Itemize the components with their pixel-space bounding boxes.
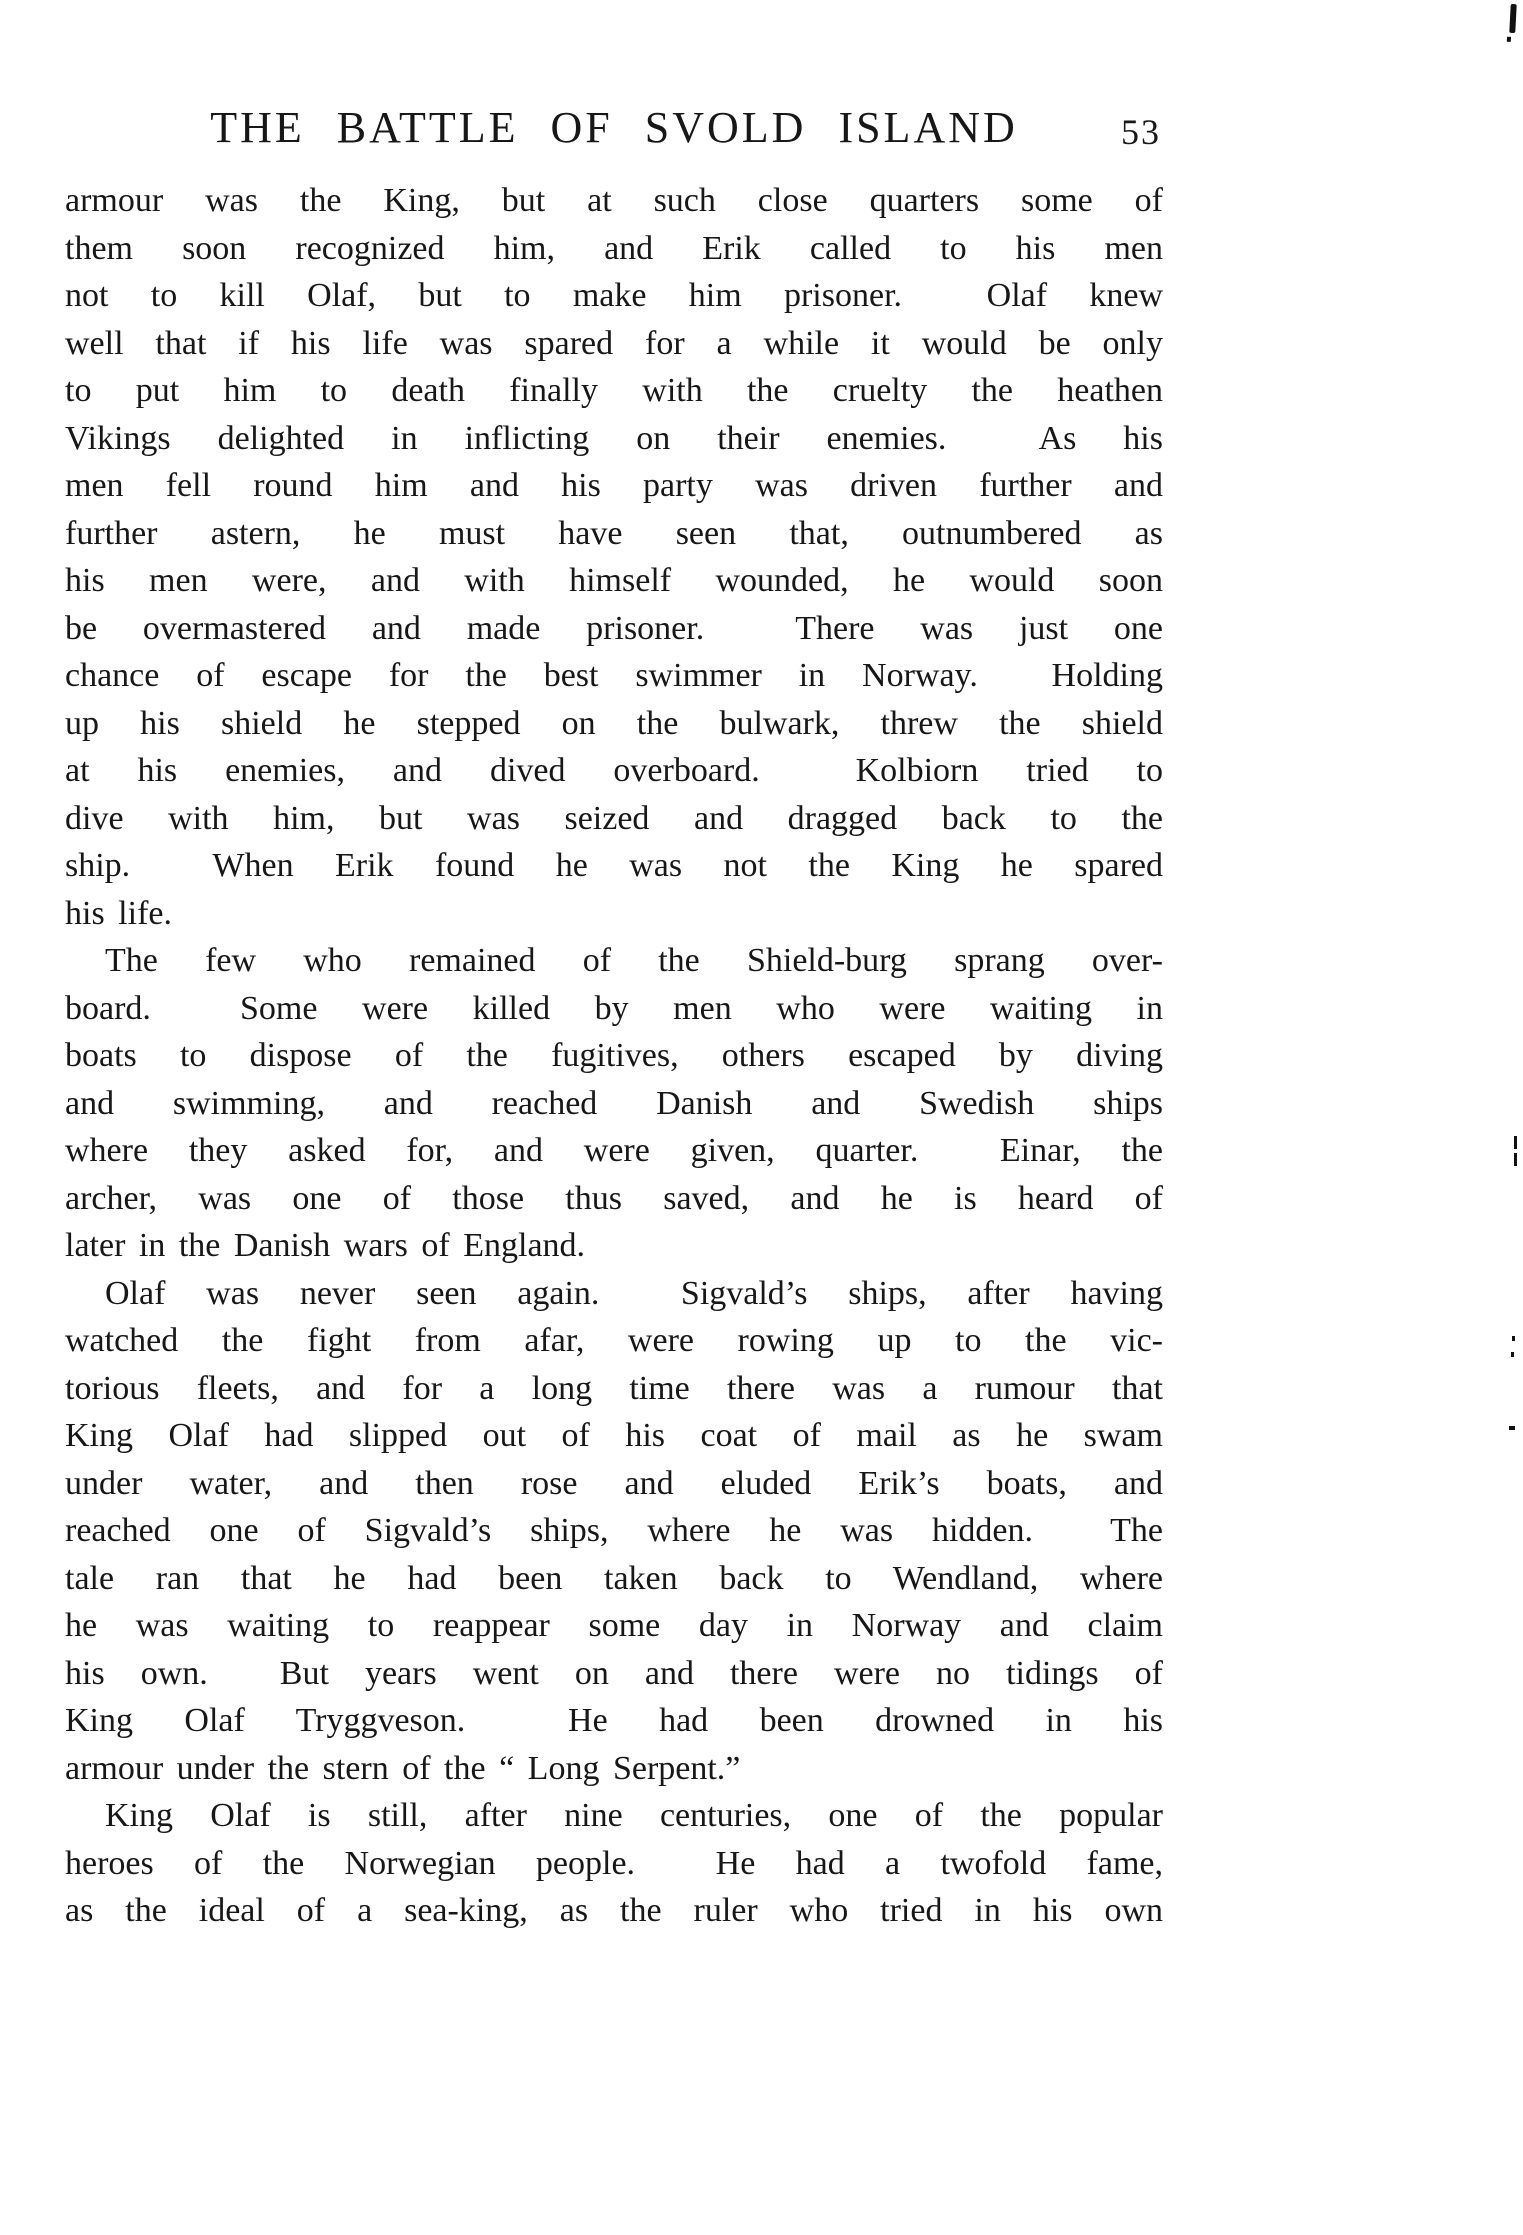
text-line: King Olaf had slipped out of his coat of mail as he swam — [65, 1417, 1163, 1454]
paragraph — [65, 937, 1163, 1270]
running-head — [65, 103, 1163, 159]
text-line: he was waiting to reappear some day in Norway and claim — [65, 1607, 1163, 1644]
text-line: King Olaf is still, after nine centuries, one of the popular — [105, 1797, 1163, 1834]
text-line: and swimming, and reached Danish and Swedish ships — [65, 1084, 1163, 1122]
text-line: torious fleets, and for a long time there was a rumour that — [65, 1369, 1163, 1407]
ink-specks-right-margin — [1512, 1336, 1515, 1341]
text-line: Olaf was never seen again. Sigvald’s ships, after having — [105, 1274, 1163, 1312]
running-head-title: THE BATTLE OF SVOLD ISLAND — [210, 103, 1018, 152]
text-line: his men were, and with himself wounded, he would soon — [65, 562, 1163, 599]
text-line: not to kill Olaf, but to make him prisoner. Olaf knew — [65, 277, 1163, 314]
text-line: up his shield he stepped on the bulwark, threw the shield — [65, 704, 1163, 742]
text-line: The few who remained of the Shield-burg sprang over- — [105, 942, 1163, 979]
text-line: men fell round him and his party was driven further and — [65, 467, 1163, 504]
text-line: armour under the stern of the “ Long Serpent.” — [65, 1749, 741, 1787]
page-number: 53 — [1121, 112, 1161, 152]
text-line: them soon recognized him, and Erik called to his men — [65, 229, 1163, 267]
text-line: armour was the King, but at such close quarters some of — [65, 182, 1163, 219]
ink-mark-right-margin-upper — [1514, 1136, 1517, 1149]
text-line: later in the Danish wars of England. — [65, 1227, 586, 1264]
text-line: at his enemies, and dived overboard. Kolbiorn tried to — [65, 752, 1163, 789]
text-line: reached one of Sigvald’s ships, where he was hidden. The — [65, 1512, 1163, 1549]
paragraph — [65, 177, 1163, 937]
text-line: his own. But years went on and there were no tidings of — [65, 1654, 1163, 1692]
text-line: King Olaf Tryggveson. He had been drowned in his — [65, 1702, 1163, 1739]
text-line: dive with him, but was seized and dragged back to the — [65, 799, 1163, 837]
text-line: to put him to death finally with the cruelty the heathen — [65, 372, 1163, 409]
text-line: under water, and then rose and eluded Erik’s boats, and — [65, 1464, 1163, 1502]
text-line: watched the fight from afar, were rowing up to the vic- — [65, 1322, 1163, 1359]
text-line: where they asked for, and were given, quarter. Einar, the — [65, 1132, 1163, 1169]
text-line: boats to dispose of the fugitives, others escaped by diving — [65, 1037, 1163, 1074]
text-line: ship. When Erik found he was not the King he spared — [65, 847, 1163, 884]
paragraph — [65, 1792, 1163, 1935]
paragraph — [65, 1270, 1163, 1793]
ink-mark-top-right — [1509, 4, 1517, 33]
text-line: Vikings delighted in inflicting on their enemies. As his — [65, 419, 1163, 457]
text-line: board. Some were killed by men who were waiting in — [65, 989, 1163, 1027]
text-line: well that if his life was spared for a while it would be only — [65, 324, 1163, 362]
text-line: archer, was one of those thus saved, and he is heard of — [65, 1179, 1163, 1217]
text-line: heroes of the Norwegian people. He had a twofold fame, — [65, 1844, 1163, 1882]
text-line: be overmastered and made prisoner. There was just one — [65, 609, 1163, 647]
text-line: as the ideal of a sea-king, as the ruler who tried in his own — [65, 1892, 1163, 1929]
page-body — [65, 177, 1163, 1935]
text-line: his life. — [65, 894, 172, 932]
ink-dash-right-margin — [1509, 1426, 1515, 1430]
text-line: further astern, he must have seen that, outnumbered as — [65, 514, 1163, 552]
text-line: chance of escape for the best swimmer in Norway. Holding — [65, 657, 1163, 694]
text-line: tale ran that he had been taken back to Wendland, where — [65, 1559, 1163, 1597]
